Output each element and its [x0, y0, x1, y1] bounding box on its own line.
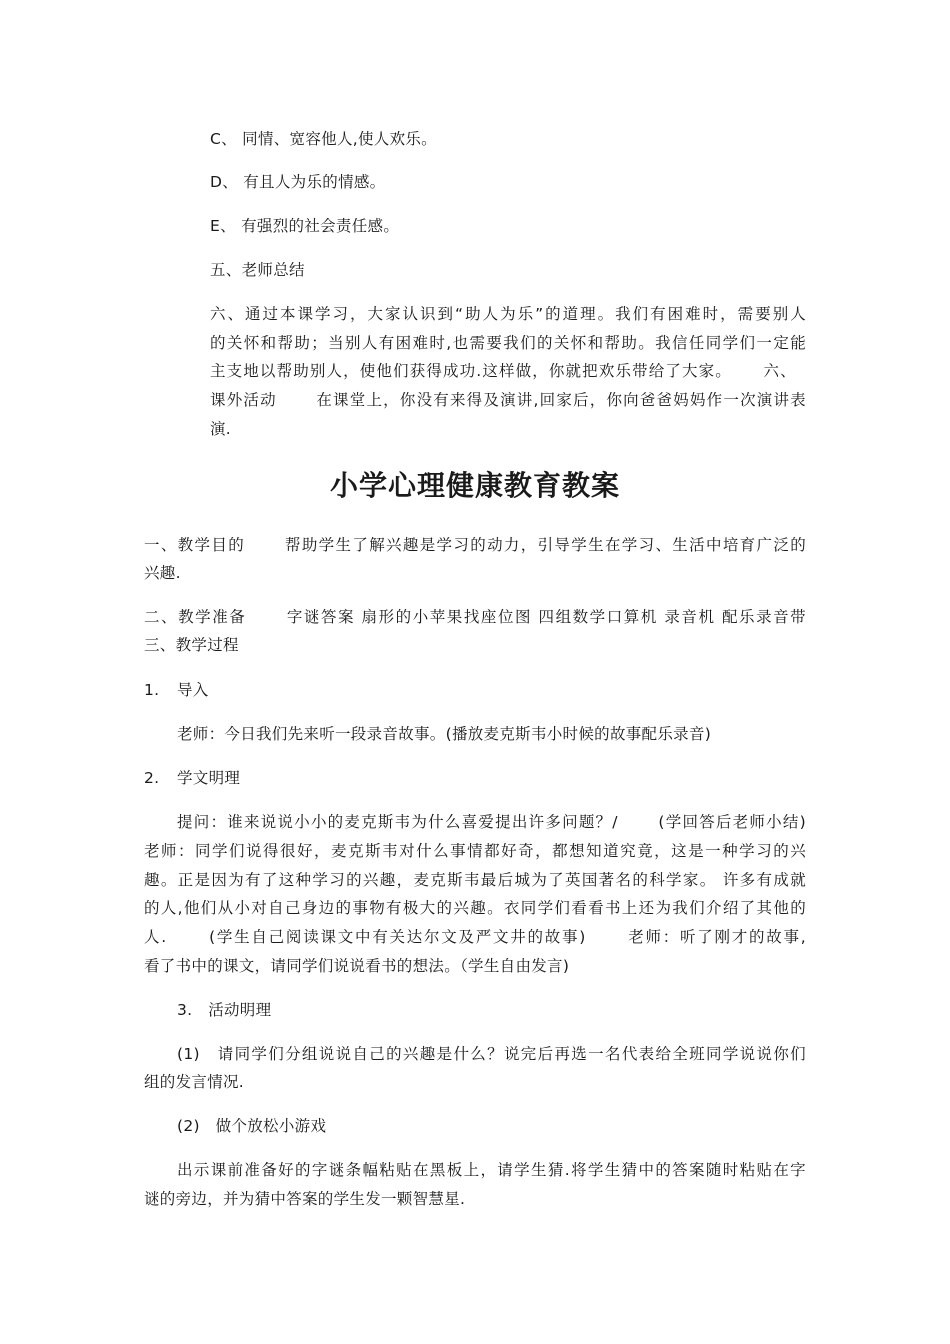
option-d: D、 有且人为乐的情感。	[210, 173, 386, 191]
activity-1-line: (1) 请同学们分组说说自己的兴趣是什么？说完后再选一名代表给全班同学说说你们	[177, 1045, 806, 1063]
step-2-line: 老师：同学们说得很好，麦克斯韦对什么事情都好奇，都想知道究竟，这是一种学习的兴	[144, 842, 806, 860]
option-c: C、 同情、宽容他人,使人欢乐。	[210, 130, 437, 148]
teaching-prep-line: 二、教学准备 字谜答案 扇形的小苹果找座位图 四组数学口算机 录音机 配乐录音带	[144, 608, 806, 626]
teaching-goal-line: 一、教学目的 帮助学生了解兴趣是学习的动力，引导学生在学习、生活中培育广泛的	[144, 536, 806, 554]
step-2-line: 趣。正是因为有了这种学习的兴趣，麦克斯韦最后城为了英国著名的科学家。 许多有成就	[144, 871, 806, 889]
activity-2-line: 谜的旁边，并为猜中答案的学生发一颗智慧星.	[144, 1190, 466, 1208]
section-6-line: 主支地以帮助别人，使他们获得成功.这样做，你就把欢乐带给了大家。 六、	[210, 362, 796, 380]
step-3-heading: 3. 活动明理	[177, 1001, 272, 1019]
section-6-line: 六、通过本课学习，大家认识到“助人为乐”的道理。我们有困难时，需要别人	[210, 305, 806, 323]
option-e: E、 有强烈的社会责任感。	[210, 217, 400, 235]
teaching-process-heading: 三、教学过程	[144, 636, 239, 654]
step-2-line: 人. (学生自己阅读课文中有关达尔文及严文井的故事) 老师：听了刚才的故事,	[144, 928, 806, 946]
step-2-line: 提问：谁来说说小小的麦克斯韦为什么喜爱提出许多问题？/ (学回答后老师小结)	[177, 813, 806, 831]
step-1-text: 老师：今日我们先来听一段录音故事。(播放麦克斯韦小时候的故事配乐录音)	[177, 725, 712, 743]
step-1-label: 导入	[177, 681, 209, 699]
section-6-line: 演.	[210, 420, 232, 438]
page-title: 小学心理健康教育教案	[329, 469, 620, 502]
step-1-number: 1.	[144, 681, 160, 699]
activity-1-line: 组的发言情况.	[144, 1073, 245, 1091]
step-2-label: 学文明理	[177, 769, 241, 787]
step-2-line: 看了书中的课文，请同学们说说看书的想法。（学生自由发言)	[144, 957, 570, 975]
activity-2-heading: (2) 做个放松小游戏	[177, 1117, 327, 1135]
step-2-line: 的人,他们从小对自己身边的事物有极大的兴趣。衣同学们看看书上还为我们介绍了其他的	[144, 899, 806, 917]
section-6-line: 的关怀和帮助；当别人有困难时,也需要我们的关怀和帮助。我信任同学们一定能	[210, 334, 806, 352]
section-5-heading: 五、老师总结	[210, 261, 305, 279]
section-6-line: 课外活动 在课堂上，你没有来得及演讲,回家后，你向爸爸妈妈作一次演讲表	[210, 391, 806, 409]
step-2-number: 2.	[144, 769, 160, 787]
activity-2-line: 出示课前准备好的字谜条幅粘贴在黑板上，请学生猜.将学生猜中的答案随时粘贴在字	[177, 1161, 806, 1179]
teaching-goal-line: 兴趣.	[144, 564, 181, 582]
